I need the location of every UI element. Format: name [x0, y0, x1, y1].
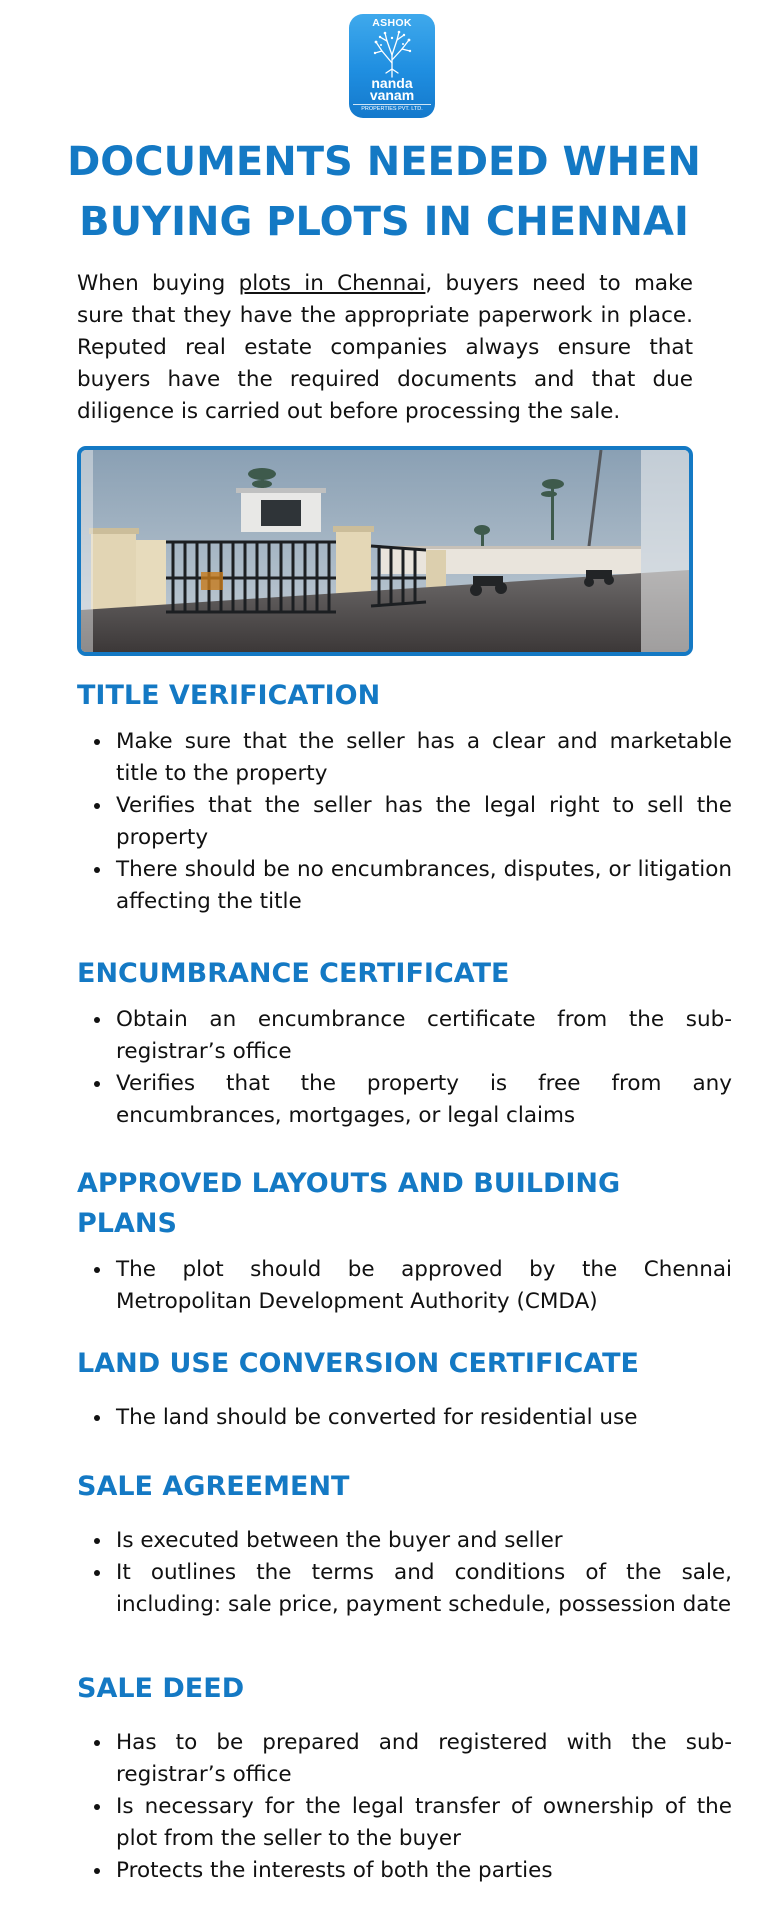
list-item: Has to be prepared and registered with the sub-registrar’s office [116, 1727, 732, 1791]
list-item: It outlines the terms and conditions of the sale, including: sale price, payment schedule, possession date [116, 1557, 732, 1621]
list-item: Verifies that the seller has the legal right to sell the property [116, 790, 732, 854]
land-use-conversion-list [77, 1402, 732, 1434]
logo-subtitle: PROPERTIES PVT. LTD. [353, 104, 431, 112]
encumbrance-certificate-list [77, 1004, 732, 1132]
list-item: Is executed between the buyer and seller [116, 1525, 732, 1557]
heading-approved-layouts: APPROVED LAYOUTS AND BUILDING PLANS [77, 1168, 621, 1239]
heading-sale-deed: SALE DEED [77, 1673, 245, 1704]
company-logo [349, 14, 435, 118]
plots-in-chennai-link[interactable]: plots in Chennai [238, 271, 426, 296]
heading-sale-agreement: SALE AGREEMENT [77, 1471, 350, 1502]
title-verification-list [77, 726, 732, 918]
logo-top-text: ASHOK [372, 17, 412, 29]
approved-layouts-list [77, 1254, 732, 1318]
heading-encumbrance-certificate: ENCUMBRANCE CERTIFICATE [77, 958, 510, 989]
intro-text-end: , buyers need to make sure that they have the appropriate paperwork in place. Reputed real estate companies always ensure that buyers have the required documents and that due diligence is carried out before processing the sale. [77, 271, 694, 424]
list-item: Verifies that the property is free from any encumbrances, mortgages, or legal claims [116, 1068, 732, 1132]
heading-title-verification: TITLE VERIFICATION [77, 680, 381, 711]
tree-icon [367, 29, 417, 79]
logo-name-line2: vanam [369, 87, 415, 103]
intro-text-start: When buying [77, 271, 239, 296]
page-title-line1: DOCUMENTS NEEDED WHEN [67, 139, 701, 185]
list-item: Make sure that the seller has a clear and marketable title to the property [116, 726, 732, 790]
list-item: The land should be converted for residential use [116, 1402, 732, 1434]
plot-entrance-photo [77, 446, 693, 656]
list-item: Is necessary for the legal transfer of ownership of the plot from the seller to the buyer [116, 1791, 732, 1855]
list-item: The plot should be approved by the Chennai Metropolitan Development Authority (CMDA) [116, 1254, 732, 1318]
heading-land-use-conversion: LAND USE CONVERSION CERTIFICATE [77, 1348, 639, 1379]
list-item: There should be no encumbrances, disputes, or litigation affecting the title [116, 854, 732, 918]
logo-name-line1: nanda [371, 75, 413, 91]
sale-agreement-list [77, 1525, 732, 1621]
sale-deed-list [77, 1727, 732, 1887]
intro-paragraph [77, 268, 693, 428]
list-item: Protects the interests of both the parties [116, 1855, 732, 1887]
page-title [60, 132, 708, 252]
list-item: Obtain an encumbrance certificate from the sub-registrar’s office [116, 1004, 732, 1068]
page-title-line2: BUYING PLOTS IN CHENNAI [79, 199, 689, 245]
